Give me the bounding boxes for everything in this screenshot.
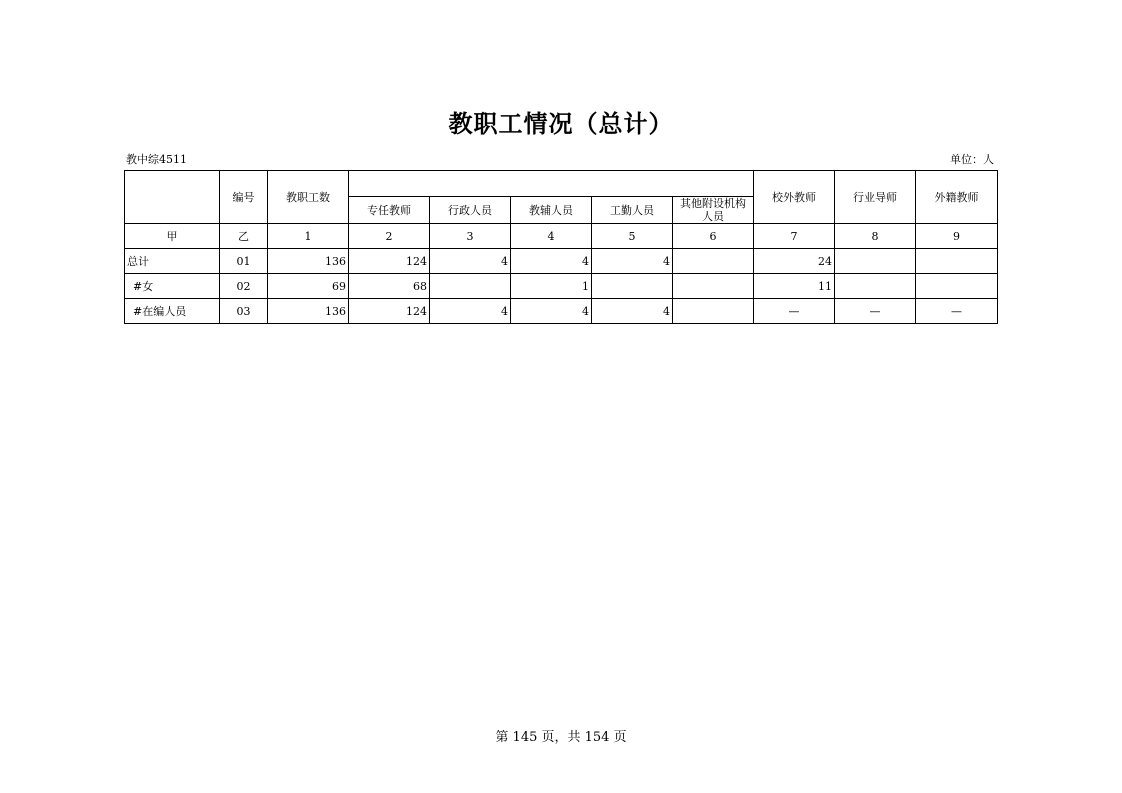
row-label: #女 — [125, 274, 220, 299]
value-cell — [592, 274, 673, 299]
index-cell: 乙 — [220, 224, 268, 249]
value-cell: 4 — [511, 249, 592, 274]
index-cell: 1 — [268, 224, 349, 249]
index-cell: 3 — [430, 224, 511, 249]
value-cell: 136 — [268, 249, 349, 274]
value-cell: 136 — [268, 299, 349, 324]
staff-table — [124, 170, 998, 324]
index-cell: 7 — [754, 224, 835, 249]
value-cell — [430, 274, 511, 299]
row-code: 03 — [220, 299, 268, 324]
value-cell: 24 — [754, 249, 835, 274]
value-cell — [673, 274, 754, 299]
header-foreign-teachers: 外籍教师 — [916, 171, 998, 224]
header-affiliated-staff: 其他附设机构人员 — [673, 197, 754, 224]
unit-label: 单位：人 — [950, 153, 994, 166]
dash-cell: — — [754, 299, 835, 324]
value-cell — [916, 249, 998, 274]
value-cell — [916, 274, 998, 299]
table-row — [125, 249, 998, 274]
value-cell: 4 — [430, 299, 511, 324]
index-cell: 6 — [673, 224, 754, 249]
dash-cell: — — [916, 299, 998, 324]
header-total-staff: 教职工数 — [268, 171, 349, 224]
value-cell: 4 — [511, 299, 592, 324]
dash-cell: — — [835, 299, 916, 324]
header-administrative-staff: 行政人员 — [430, 197, 511, 224]
value-cell — [835, 249, 916, 274]
header-service-workers: 工勤人员 — [592, 197, 673, 224]
index-cell: 4 — [511, 224, 592, 249]
header-group-blank — [349, 171, 754, 197]
table-row — [125, 274, 998, 299]
index-cell: 5 — [592, 224, 673, 249]
value-cell: 4 — [430, 249, 511, 274]
value-cell: 124 — [349, 299, 430, 324]
table-row — [125, 299, 998, 324]
header-teaching-assistants: 教辅人员 — [511, 197, 592, 224]
header-full-time-teachers: 专任教师 — [349, 197, 430, 224]
value-cell — [835, 274, 916, 299]
index-cell: 8 — [835, 224, 916, 249]
row-code: 01 — [220, 249, 268, 274]
value-cell: 68 — [349, 274, 430, 299]
index-cell: 9 — [916, 224, 998, 249]
header-external-teachers: 校外教师 — [754, 171, 835, 224]
form-code: 教中综4511 — [126, 153, 187, 166]
row-code: 02 — [220, 274, 268, 299]
header-corner — [125, 171, 220, 224]
page-footer: 第 145 页，共 154 页 — [495, 730, 627, 745]
row-label: #在编人员 — [125, 299, 220, 324]
value-cell: 124 — [349, 249, 430, 274]
document-title: 教职工情况（总计） — [448, 109, 674, 138]
index-cell: 2 — [349, 224, 430, 249]
row-label: 总计 — [125, 249, 220, 274]
value-cell: 1 — [511, 274, 592, 299]
index-cell: 甲 — [125, 224, 220, 249]
value-cell — [673, 299, 754, 324]
header-industry-mentors: 行业导师 — [835, 171, 916, 224]
value-cell — [673, 249, 754, 274]
index-row — [125, 224, 998, 249]
value-cell: 4 — [592, 249, 673, 274]
value-cell: 4 — [592, 299, 673, 324]
header-code: 编号 — [220, 171, 268, 224]
value-cell: 11 — [754, 274, 835, 299]
value-cell: 69 — [268, 274, 349, 299]
